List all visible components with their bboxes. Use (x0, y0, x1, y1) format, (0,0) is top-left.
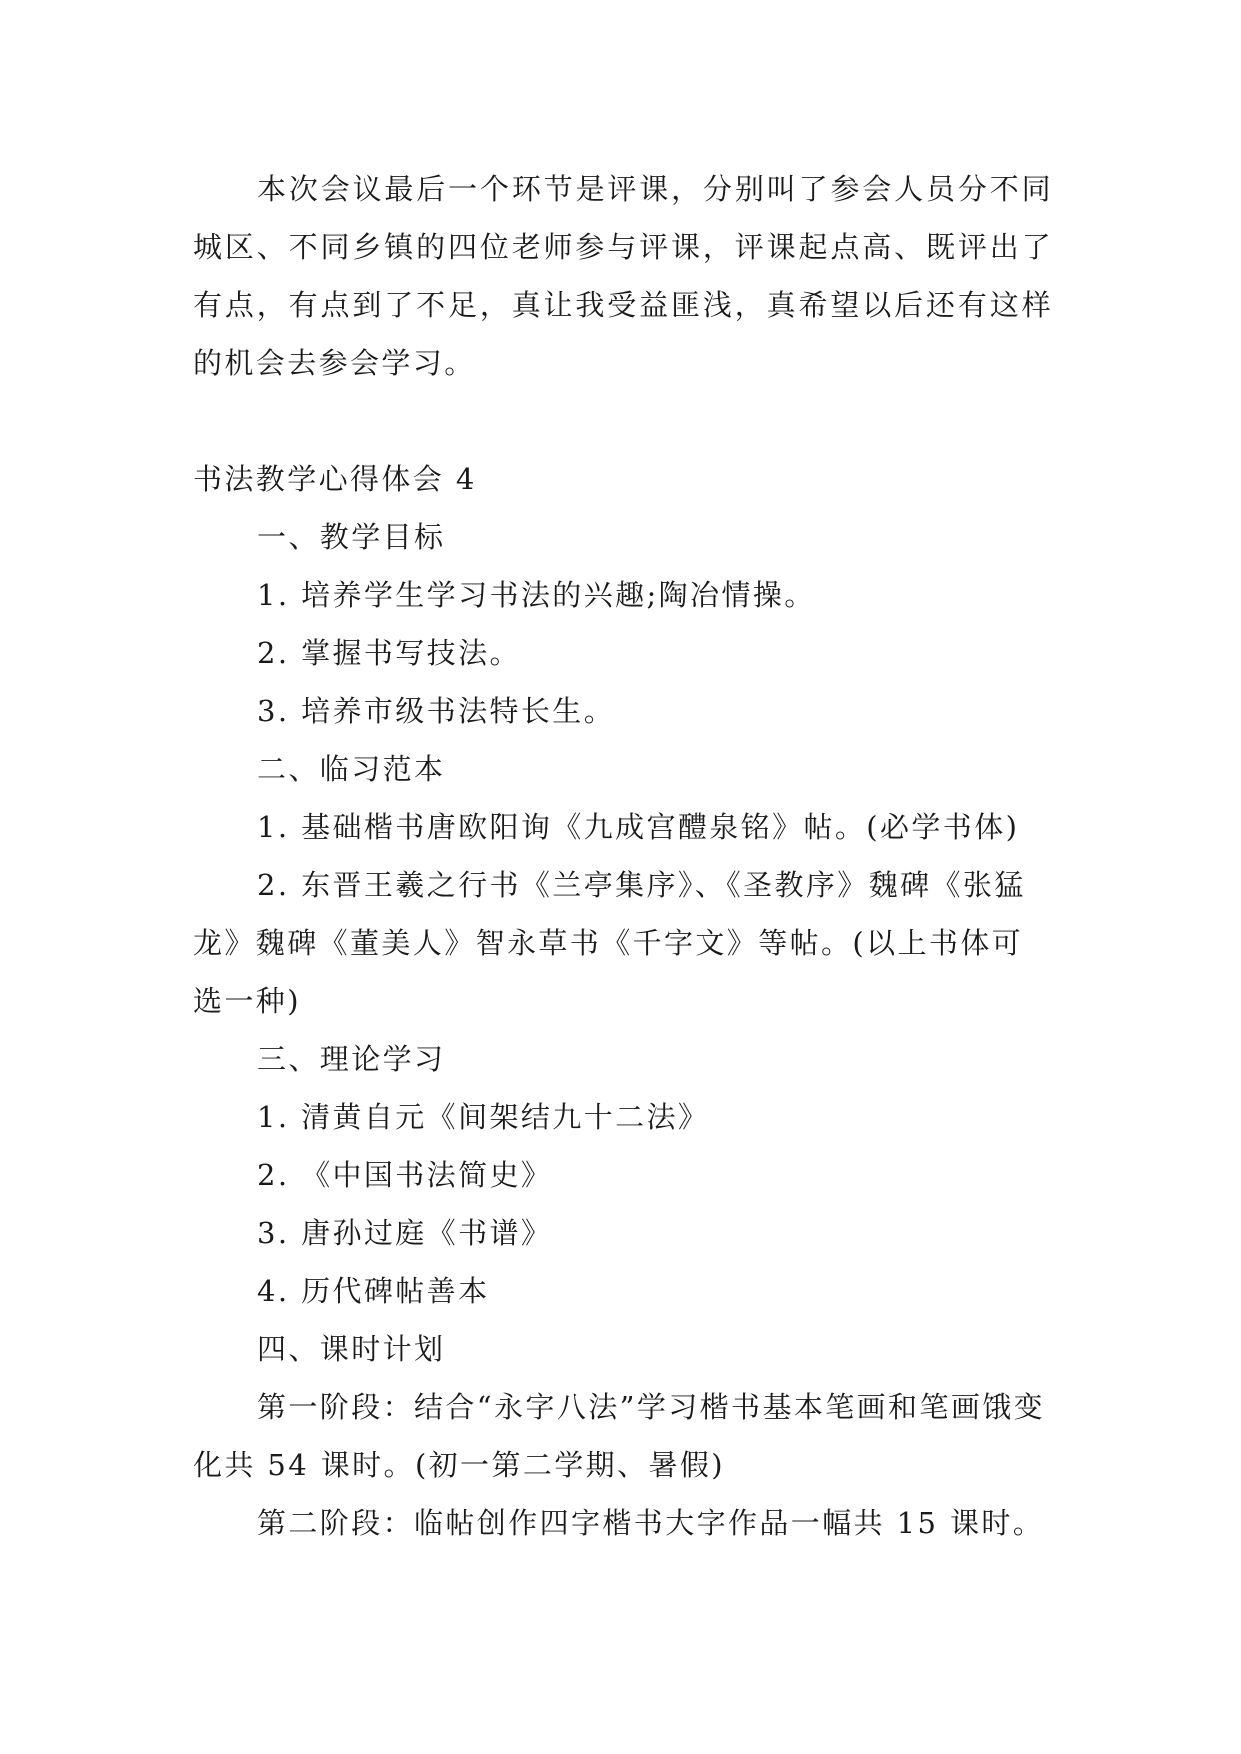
theory-item-1: 1. 清黄自元《间架结九十二法》 (257, 1100, 710, 1134)
schedule-stage-2: 第二阶段：临帖创作四字楷书大字作品一幅共 15 课时。 (257, 1506, 1045, 1540)
goal-item-2: 2. 掌握书写技法。 (257, 636, 521, 670)
paragraph-spacer (193, 392, 1053, 450)
copybook-item-1: 1. 基础楷书唐欧阳询《九成宫醴泉铭》帖。(必学书体) (257, 810, 1020, 844)
heading-copybooks: 二、临习范本 (257, 752, 446, 786)
intro-paragraph: 本次会议最后一个环节是评课，分别叫了参会人员分不同城区、不同乡镇的四位老师参与评课，评课起点高、既评出了有点，有点到了不足，真让我受益匪浅，真希望以后还有这样的机会去参会学习。 (193, 172, 1053, 380)
theory-item-3: 3. 唐孙过庭《书谱》 (257, 1216, 553, 1250)
heading-theory: 三、理论学习 (257, 1042, 446, 1076)
theory-item-4: 4. 历代碑帖善本 (257, 1274, 490, 1308)
copybook-item-2: 2. 东晋王羲之行书《兰亭集序》、《圣教序》魏碑《张猛龙》魏碑《董美人》智永草书《千字文》等帖。(以上书体可选一种) (193, 868, 1026, 1018)
document-body (193, 160, 1053, 1552)
section-title: 书法教学心得体会 4 (193, 462, 477, 496)
schedule-stage-1: 第一阶段：结合“永字八法”学习楷书基本笔画和笔画饿变化共 54 课时。(初一第二学期、暑假) (193, 1390, 1046, 1482)
heading-schedule: 四、课时计划 (257, 1332, 446, 1366)
goal-item-3: 3. 培养市级书法特长生。 (257, 694, 616, 728)
heading-teaching-goals: 一、教学目标 (257, 520, 446, 554)
theory-item-2: 2. 《中国书法简史》 (257, 1158, 553, 1192)
goal-item-1: 1. 培养学生学习书法的兴趣;陶冶情操。 (257, 578, 816, 612)
